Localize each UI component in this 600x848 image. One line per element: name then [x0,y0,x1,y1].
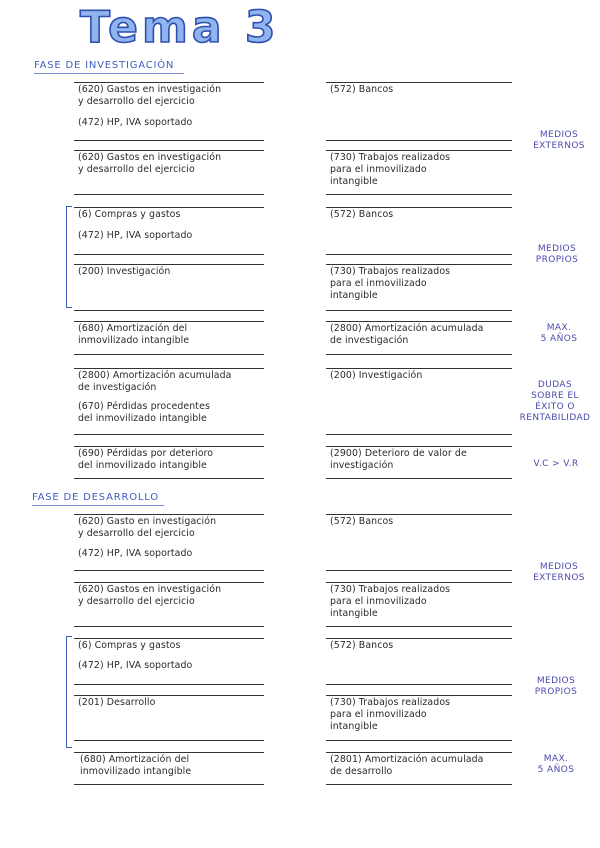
divider [74,740,264,741]
entry-des-3-credit: (572) Bancos [330,640,394,651]
divider [326,434,512,435]
divider [74,784,264,785]
phase-heading-desarrollo: FASE DE DESARROLLO [32,492,159,503]
entry-inv-5-debit: (680) Amortización del inmovilizado intangible [78,323,190,346]
divider [74,582,264,583]
divider [326,194,512,195]
entry-des-4-debit: (201) Desarrollo [78,697,156,708]
divider [74,264,264,265]
divider [74,514,264,515]
divider [326,570,512,571]
divider [326,784,512,785]
divider [74,368,264,369]
page-title: Tema 3 [80,2,280,53]
divider [326,354,512,355]
divider [74,194,264,195]
group-bracket [66,206,72,308]
divider [74,310,264,311]
divider [74,254,264,255]
divider [74,321,264,322]
note-medios-propios: MEDIOS PROPIOS [534,676,578,697]
note-medios-externos: MEDIOS EXTERNOS [533,130,585,151]
entry-inv-4-debit: (200) Investigación [78,266,171,277]
entry-inv-1-credit: (572) Bancos [330,84,394,95]
entry-inv-4-credit: (730) Trabajos realizados para el inmovilizado intangible [330,266,451,301]
divider [74,638,264,639]
divider [326,82,512,83]
entry-des-1-credit: (572) Bancos [330,516,394,527]
note-medios-propios: MEDIOS PROPIOS [535,244,579,265]
note-dudas: DUDAS SOBRE EL ÉXITO O RENTABILIDAD [519,380,591,423]
divider [326,514,512,515]
divider [74,446,264,447]
divider [326,368,512,369]
divider [74,695,264,696]
entry-des-2-credit: (730) Trabajos realizados para el inmovilizado intangible [330,584,451,619]
entry-des-5-debit: (680) Amortización del inmovilizado intangible [80,754,192,777]
divider [326,626,512,627]
entry-des-1-debit: (620) Gasto en investigación y desarrollo del ejercicio (472) HP, IVA soportado [78,516,217,559]
divider [326,264,512,265]
entry-inv-6-credit: (200) Investigación [330,370,423,381]
note-medios-externos: MEDIOS EXTERNOS [533,562,585,583]
divider [326,254,512,255]
entry-inv-5-credit: (2800) Amortización acumulada de investigación [330,323,484,346]
divider [326,695,512,696]
divider [74,207,264,208]
note-max-5-anos: MAX. 5 AÑOS [540,323,578,344]
divider [74,354,264,355]
group-bracket [66,636,72,748]
divider [326,140,512,141]
phase-underline [34,73,184,74]
entry-inv-2-debit: (620) Gastos en investigación y desarrollo del ejercicio [78,152,222,175]
divider [326,752,512,753]
divider [326,446,512,447]
divider [326,740,512,741]
note-vc-vr: V.C > V.R [533,459,579,469]
divider [74,140,264,141]
entry-inv-7-credit: (2900) Deterioro de valor de investigación [330,448,467,471]
divider [74,434,264,435]
entry-inv-6-debit: (2800) Amortización acumulada de investigación (670) Pérdidas procedentes del inmovilizado intangible [78,370,232,424]
divider [74,82,264,83]
divider [74,150,264,151]
divider [326,321,512,322]
divider [326,638,512,639]
entry-inv-7-debit: (690) Pérdidas por deterioro del inmovilizado intangible [78,448,214,471]
divider [74,752,264,753]
entry-des-3-debit: (6) Compras y gastos (472) HP, IVA soportado [78,640,193,671]
phase-underline [32,505,164,506]
divider [74,478,264,479]
divider [326,150,512,151]
entry-des-2-debit: (620) Gastos en investigación y desarrollo del ejercicio [78,584,222,607]
divider [326,310,512,311]
divider [326,582,512,583]
divider [326,207,512,208]
entry-inv-3-credit: (572) Bancos [330,209,394,220]
entry-des-4-credit: (730) Trabajos realizados para el inmovilizado intangible [330,697,451,732]
divider [74,684,264,685]
entry-inv-3-debit: (6) Compras y gastos (472) HP, IVA soportado [78,209,193,241]
divider [74,570,264,571]
entry-des-5-credit: (2801) Amortización acumulada de desarrollo [330,754,484,777]
divider [326,684,512,685]
note-max-5-anos: MAX. 5 AÑOS [537,754,575,775]
divider [74,626,264,627]
entry-inv-2-credit: (730) Trabajos realizados para el inmovilizado intangible [330,152,451,187]
divider [326,478,512,479]
phase-heading-investigacion: FASE DE INVESTIGACIÓN [34,60,175,71]
entry-inv-1-debit: (620) Gastos en investigación y desarrollo del ejercicio (472) HP, IVA soportado [78,84,222,128]
